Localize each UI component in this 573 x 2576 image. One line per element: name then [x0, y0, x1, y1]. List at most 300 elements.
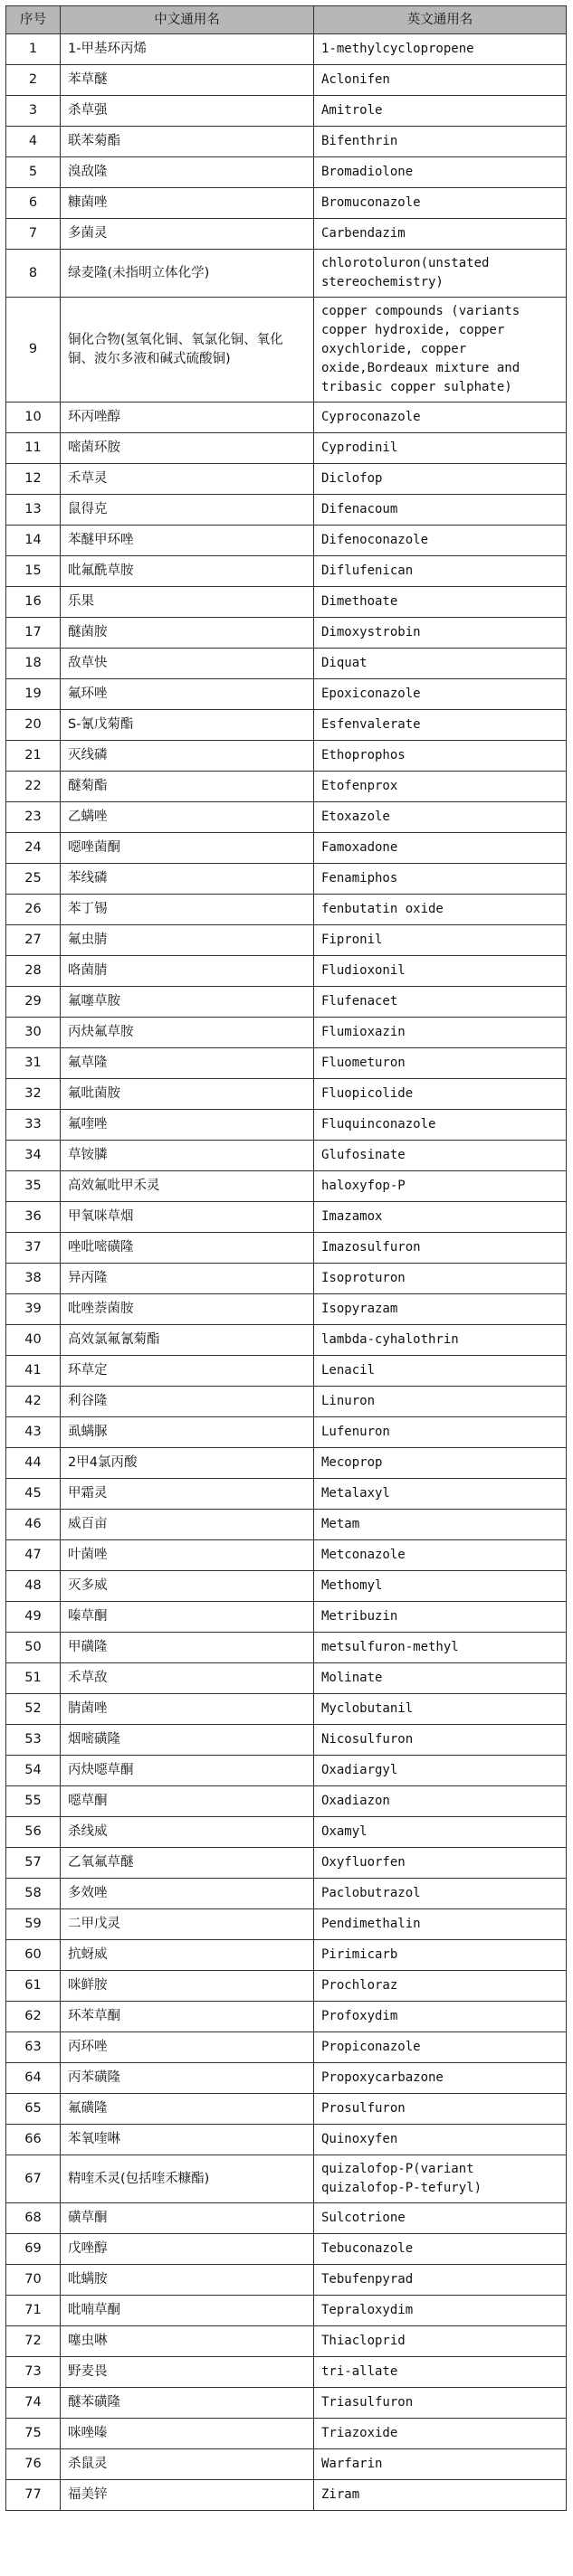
chinese-name-cell: 杀草强: [61, 96, 314, 127]
serial-number-cell: 72: [6, 2326, 61, 2357]
serial-number-cell: 2: [6, 65, 61, 96]
header-serial-number: 序号: [6, 6, 61, 34]
english-name-cell: Esfenvalerate: [314, 710, 567, 741]
english-name-cell: Epoxiconazole: [314, 679, 567, 710]
chinese-name-cell: 甲磺隆: [61, 1633, 314, 1663]
serial-number-cell: 47: [6, 1540, 61, 1571]
serial-number-cell: 61: [6, 1971, 61, 2002]
english-name-cell: Oxadiazon: [314, 1786, 567, 1817]
table-row: [6, 1479, 567, 1510]
table-row: [6, 526, 567, 556]
table-row: [6, 1110, 567, 1141]
table-row: [6, 1448, 567, 1479]
table-row: [6, 556, 567, 587]
table-row: [6, 2419, 567, 2449]
chinese-name-cell: 高效氟吡甲禾灵: [61, 1171, 314, 1202]
table-row: [6, 1171, 567, 1202]
english-name-cell: 1-methylcyclopropene: [314, 34, 567, 65]
serial-number-cell: 1: [6, 34, 61, 65]
chinese-name-cell: 苯醚甲环唑: [61, 526, 314, 556]
table-row: [6, 1233, 567, 1264]
chinese-name-cell: 灭线磷: [61, 741, 314, 772]
chinese-name-cell: 咪唑嗪: [61, 2419, 314, 2449]
table-row: [6, 2032, 567, 2063]
chinese-name-cell: 福美锌: [61, 2480, 314, 2511]
table-row: [6, 1264, 567, 1294]
english-name-cell: Cyproconazole: [314, 402, 567, 433]
english-name-cell: Ziram: [314, 2480, 567, 2511]
serial-number-cell: 45: [6, 1479, 61, 1510]
chinese-name-cell: 环丙唑醇: [61, 402, 314, 433]
table-row: [6, 1786, 567, 1817]
english-name-cell: Pendimethalin: [314, 1909, 567, 1940]
serial-number-cell: 22: [6, 772, 61, 802]
chinese-name-cell: 氟草隆: [61, 1048, 314, 1079]
serial-number-cell: 63: [6, 2032, 61, 2063]
serial-number-cell: 34: [6, 1141, 61, 1171]
table-row: [6, 2234, 567, 2265]
table-row: [6, 157, 567, 188]
chinese-name-cell: 2甲4氯丙酸: [61, 1448, 314, 1479]
chinese-name-cell: 丙炔噁草酮: [61, 1756, 314, 1786]
table-row: [6, 298, 567, 402]
table-row: [6, 1387, 567, 1417]
chinese-name-cell: 氟磺隆: [61, 2094, 314, 2125]
chinese-name-cell: 精喹禾灵(包括喹禾糠酯): [61, 2155, 314, 2203]
serial-number-cell: 65: [6, 2094, 61, 2125]
table-row: [6, 741, 567, 772]
english-name-cell: Fipronil: [314, 925, 567, 956]
chinese-name-cell: 咯菌腈: [61, 956, 314, 987]
chinese-name-cell: 烟嘧磺隆: [61, 1725, 314, 1756]
serial-number-cell: 64: [6, 2063, 61, 2094]
chinese-name-cell: 甲氧咪草烟: [61, 1202, 314, 1233]
english-name-cell: Triasulfuron: [314, 2388, 567, 2419]
chinese-name-cell: 噁唑菌酮: [61, 833, 314, 864]
chinese-name-cell: 1-甲基环丙烯: [61, 34, 314, 65]
english-name-cell: fenbutatin oxide: [314, 895, 567, 925]
serial-number-cell: 67: [6, 2155, 61, 2203]
pesticide-name-table: [5, 5, 567, 2511]
english-name-cell: Isoproturon: [314, 1264, 567, 1294]
english-name-cell: Quinoxyfen: [314, 2125, 567, 2155]
table-row: [6, 1048, 567, 1079]
serial-number-cell: 58: [6, 1879, 61, 1909]
chinese-name-cell: 禾草敌: [61, 1663, 314, 1694]
chinese-name-cell: 吡唑萘菌胺: [61, 1294, 314, 1325]
table-row: [6, 402, 567, 433]
english-name-cell: Dimoxystrobin: [314, 618, 567, 649]
serial-number-cell: 42: [6, 1387, 61, 1417]
serial-number-cell: 77: [6, 2480, 61, 2511]
chinese-name-cell: 威百亩: [61, 1510, 314, 1540]
english-name-cell: Oxamyl: [314, 1817, 567, 1848]
chinese-name-cell: 腈菌唑: [61, 1694, 314, 1725]
serial-number-cell: 37: [6, 1233, 61, 1264]
table-row: [6, 1971, 567, 2002]
serial-number-cell: 68: [6, 2203, 61, 2234]
table-row: [6, 956, 567, 987]
chinese-name-cell: 环草定: [61, 1356, 314, 1387]
serial-number-cell: 3: [6, 96, 61, 127]
english-name-cell: Glufosinate: [314, 1141, 567, 1171]
serial-number-cell: 28: [6, 956, 61, 987]
chinese-name-cell: 叶菌唑: [61, 1540, 314, 1571]
english-name-cell: Metalaxyl: [314, 1479, 567, 1510]
chinese-name-cell: 铜化合物(氢氧化铜、氧氯化铜、氧化铜、波尔多液和碱式硫酸铜): [61, 298, 314, 402]
english-name-cell: Lufenuron: [314, 1417, 567, 1448]
chinese-name-cell: 磺草酮: [61, 2203, 314, 2234]
table-row: [6, 464, 567, 495]
table-row: [6, 2357, 567, 2388]
serial-number-cell: 26: [6, 895, 61, 925]
serial-number-cell: 31: [6, 1048, 61, 1079]
table-row: [6, 96, 567, 127]
table-body: [6, 34, 567, 2511]
english-name-cell: Nicosulfuron: [314, 1725, 567, 1756]
chinese-name-cell: 绿麦隆(未指明立体化学): [61, 250, 314, 298]
serial-number-cell: 19: [6, 679, 61, 710]
table-row: [6, 2265, 567, 2296]
english-name-cell: Lenacil: [314, 1356, 567, 1387]
serial-number-cell: 53: [6, 1725, 61, 1756]
chinese-name-cell: 唑吡嘧磺隆: [61, 1233, 314, 1264]
chinese-name-cell: 溴敌隆: [61, 157, 314, 188]
english-name-cell: Thiacloprid: [314, 2326, 567, 2357]
serial-number-cell: 5: [6, 157, 61, 188]
chinese-name-cell: 丙苯磺隆: [61, 2063, 314, 2094]
chinese-name-cell: 乙螨唑: [61, 802, 314, 833]
serial-number-cell: 71: [6, 2296, 61, 2326]
serial-number-cell: 59: [6, 1909, 61, 1940]
chinese-name-cell: 草铵膦: [61, 1141, 314, 1171]
chinese-name-cell: 高效氯氟氰菊酯: [61, 1325, 314, 1356]
serial-number-cell: 16: [6, 587, 61, 618]
table-row: [6, 649, 567, 679]
chinese-name-cell: 丙炔氟草胺: [61, 1018, 314, 1048]
serial-number-cell: 74: [6, 2388, 61, 2419]
header-english-name: 英文通用名: [314, 6, 567, 34]
english-name-cell: Amitrole: [314, 96, 567, 127]
serial-number-cell: 75: [6, 2419, 61, 2449]
english-name-cell: Bifenthrin: [314, 127, 567, 157]
table-row: [6, 65, 567, 96]
chinese-name-cell: 禾草灵: [61, 464, 314, 495]
serial-number-cell: 13: [6, 495, 61, 526]
english-name-cell: Warfarin: [314, 2449, 567, 2480]
table-row: [6, 1817, 567, 1848]
english-name-cell: Profoxydim: [314, 2002, 567, 2032]
english-name-cell: Difenacoum: [314, 495, 567, 526]
table-row: [6, 250, 567, 298]
table-row: [6, 895, 567, 925]
serial-number-cell: 76: [6, 2449, 61, 2480]
serial-number-cell: 23: [6, 802, 61, 833]
chinese-name-cell: 乙氧氟草醚: [61, 1848, 314, 1879]
table-row: [6, 772, 567, 802]
english-name-cell: Prochloraz: [314, 1971, 567, 2002]
table-row: [6, 1940, 567, 1971]
serial-number-cell: 29: [6, 987, 61, 1018]
serial-number-cell: 35: [6, 1171, 61, 1202]
serial-number-cell: 69: [6, 2234, 61, 2265]
table-row: [6, 219, 567, 250]
english-name-cell: Prosulfuron: [314, 2094, 567, 2125]
english-name-cell: Flufenacet: [314, 987, 567, 1018]
serial-number-cell: 9: [6, 298, 61, 402]
table-row: [6, 2449, 567, 2480]
table-row: [6, 188, 567, 219]
chinese-name-cell: 糠菌唑: [61, 188, 314, 219]
table-row: [6, 2296, 567, 2326]
serial-number-cell: 48: [6, 1571, 61, 1602]
table-row: [6, 587, 567, 618]
serial-number-cell: 51: [6, 1663, 61, 1694]
english-name-cell: chlorotoluron(unstated stereochemistry): [314, 250, 567, 298]
table-row: [6, 34, 567, 65]
english-name-cell: Methomyl: [314, 1571, 567, 1602]
serial-number-cell: 14: [6, 526, 61, 556]
table-row: [6, 710, 567, 741]
table-row: [6, 2155, 567, 2203]
serial-number-cell: 4: [6, 127, 61, 157]
table-row: [6, 1356, 567, 1387]
english-name-cell: Aclonifen: [314, 65, 567, 96]
serial-number-cell: 38: [6, 1264, 61, 1294]
chinese-name-cell: 异丙隆: [61, 1264, 314, 1294]
serial-number-cell: 20: [6, 710, 61, 741]
english-name-cell: metsulfuron-methyl: [314, 1633, 567, 1663]
english-name-cell: Fluquinconazole: [314, 1110, 567, 1141]
table-row: [6, 618, 567, 649]
chinese-name-cell: 多菌灵: [61, 219, 314, 250]
english-name-cell: Carbendazim: [314, 219, 567, 250]
table-row: [6, 2125, 567, 2155]
chinese-name-cell: 咪鲜胺: [61, 1971, 314, 2002]
table-row: [6, 1018, 567, 1048]
chinese-name-cell: 苯丁锡: [61, 895, 314, 925]
english-name-cell: Etoxazole: [314, 802, 567, 833]
serial-number-cell: 40: [6, 1325, 61, 1356]
chinese-name-cell: 嘧菌环胺: [61, 433, 314, 464]
english-name-cell: Fenamiphos: [314, 864, 567, 895]
english-name-cell: Tebuconazole: [314, 2234, 567, 2265]
chinese-name-cell: 敌草快: [61, 649, 314, 679]
table-row: [6, 1202, 567, 1233]
table-row: [6, 1848, 567, 1879]
english-name-cell: Imazamox: [314, 1202, 567, 1233]
serial-number-cell: 57: [6, 1848, 61, 1879]
table-row: [6, 495, 567, 526]
english-name-cell: Sulcotrione: [314, 2203, 567, 2234]
serial-number-cell: 30: [6, 1018, 61, 1048]
table-row: [6, 1294, 567, 1325]
serial-number-cell: 73: [6, 2357, 61, 2388]
table-row: [6, 1540, 567, 1571]
english-name-cell: haloxyfop-P: [314, 1171, 567, 1202]
serial-number-cell: 55: [6, 1786, 61, 1817]
serial-number-cell: 62: [6, 2002, 61, 2032]
table-row: [6, 1141, 567, 1171]
serial-number-cell: 46: [6, 1510, 61, 1540]
table-row: [6, 2388, 567, 2419]
serial-number-cell: 39: [6, 1294, 61, 1325]
table-row: [6, 1079, 567, 1110]
serial-number-cell: 6: [6, 188, 61, 219]
chinese-name-cell: 苯氧喹啉: [61, 2125, 314, 2155]
english-name-cell: Metribuzin: [314, 1602, 567, 1633]
serial-number-cell: 18: [6, 649, 61, 679]
english-name-cell: Paclobutrazol: [314, 1879, 567, 1909]
table-row: [6, 1325, 567, 1356]
chinese-name-cell: 丙环唑: [61, 2032, 314, 2063]
serial-number-cell: 52: [6, 1694, 61, 1725]
chinese-name-cell: 利谷隆: [61, 1387, 314, 1417]
table-row: [6, 1510, 567, 1540]
serial-number-cell: 70: [6, 2265, 61, 2296]
english-name-cell: Ethoprophos: [314, 741, 567, 772]
english-name-cell: Fluometuron: [314, 1048, 567, 1079]
english-name-cell: lambda-cyhalothrin: [314, 1325, 567, 1356]
chinese-name-cell: 苯线磷: [61, 864, 314, 895]
table-header: [6, 6, 567, 34]
chinese-name-cell: 灭多威: [61, 1571, 314, 1602]
table-row: [6, 1663, 567, 1694]
english-name-cell: Myclobutanil: [314, 1694, 567, 1725]
serial-number-cell: 44: [6, 1448, 61, 1479]
english-name-cell: Fludioxonil: [314, 956, 567, 987]
english-name-cell: Oxyfluorfen: [314, 1848, 567, 1879]
table-row: [6, 2480, 567, 2511]
serial-number-cell: 12: [6, 464, 61, 495]
english-name-cell: Etofenprox: [314, 772, 567, 802]
english-name-cell: Diflufenican: [314, 556, 567, 587]
english-name-cell: Bromuconazole: [314, 188, 567, 219]
serial-number-cell: 49: [6, 1602, 61, 1633]
english-name-cell: Tepraloxydim: [314, 2296, 567, 2326]
english-name-cell: quizalofop-P(variant quizalofop-P-tefuryl): [314, 2155, 567, 2203]
english-name-cell: Cyprodinil: [314, 433, 567, 464]
chinese-name-cell: 氟虫腈: [61, 925, 314, 956]
table-row: [6, 1602, 567, 1633]
english-name-cell: Fluopicolide: [314, 1079, 567, 1110]
table-row: [6, 2002, 567, 2032]
chinese-name-cell: 抗蚜威: [61, 1940, 314, 1971]
serial-number-cell: 33: [6, 1110, 61, 1141]
serial-number-cell: 25: [6, 864, 61, 895]
chinese-name-cell: 氟环唑: [61, 679, 314, 710]
table-row: [6, 833, 567, 864]
chinese-name-cell: S-氰戊菊酯: [61, 710, 314, 741]
english-name-cell: Tebufenpyrad: [314, 2265, 567, 2296]
english-name-cell: Famoxadone: [314, 833, 567, 864]
english-name-cell: Imazosulfuron: [314, 1233, 567, 1264]
table-row: [6, 1633, 567, 1663]
chinese-name-cell: 戊唑醇: [61, 2234, 314, 2265]
serial-number-cell: 10: [6, 402, 61, 433]
table-row: [6, 864, 567, 895]
table-row: [6, 2094, 567, 2125]
table-row: [6, 987, 567, 1018]
english-name-cell: Molinate: [314, 1663, 567, 1694]
english-name-cell: Pirimicarb: [314, 1940, 567, 1971]
serial-number-cell: 24: [6, 833, 61, 864]
serial-number-cell: 11: [6, 433, 61, 464]
serial-number-cell: 21: [6, 741, 61, 772]
serial-number-cell: 8: [6, 250, 61, 298]
serial-number-cell: 36: [6, 1202, 61, 1233]
table-row: [6, 433, 567, 464]
serial-number-cell: 50: [6, 1633, 61, 1663]
chinese-name-cell: 吡氟酰草胺: [61, 556, 314, 587]
chinese-name-cell: 醚菊酯: [61, 772, 314, 802]
chinese-name-cell: 杀鼠灵: [61, 2449, 314, 2480]
english-name-cell: Oxadiargyl: [314, 1756, 567, 1786]
english-name-cell: Flumioxazin: [314, 1018, 567, 1048]
chinese-name-cell: 氟吡菌胺: [61, 1079, 314, 1110]
english-name-cell: Metam: [314, 1510, 567, 1540]
serial-number-cell: 17: [6, 618, 61, 649]
table-row: [6, 2326, 567, 2357]
chinese-name-cell: 鼠得克: [61, 495, 314, 526]
table-row: [6, 1879, 567, 1909]
english-name-cell: Propiconazole: [314, 2032, 567, 2063]
english-name-cell: Dimethoate: [314, 587, 567, 618]
chinese-name-cell: 野麦畏: [61, 2357, 314, 2388]
table-row: [6, 802, 567, 833]
table-row: [6, 1417, 567, 1448]
table-row: [6, 127, 567, 157]
english-name-cell: Linuron: [314, 1387, 567, 1417]
chinese-name-cell: 吡喃草酮: [61, 2296, 314, 2326]
chinese-name-cell: 杀线威: [61, 1817, 314, 1848]
chinese-name-cell: 醚菌胺: [61, 618, 314, 649]
english-name-cell: Propoxycarbazone: [314, 2063, 567, 2094]
serial-number-cell: 32: [6, 1079, 61, 1110]
serial-number-cell: 56: [6, 1817, 61, 1848]
english-name-cell: Isopyrazam: [314, 1294, 567, 1325]
chinese-name-cell: 乐果: [61, 587, 314, 618]
table-row: [6, 2203, 567, 2234]
table-row: [6, 679, 567, 710]
english-name-cell: Difenoconazole: [314, 526, 567, 556]
chinese-name-cell: 吡螨胺: [61, 2265, 314, 2296]
english-name-cell: Diclofop: [314, 464, 567, 495]
serial-number-cell: 41: [6, 1356, 61, 1387]
english-name-cell: Mecoprop: [314, 1448, 567, 1479]
chinese-name-cell: 联苯菊酯: [61, 127, 314, 157]
chinese-name-cell: 嗪草酮: [61, 1602, 314, 1633]
chinese-name-cell: 噁草酮: [61, 1786, 314, 1817]
english-name-cell: Diquat: [314, 649, 567, 679]
table-row: [6, 1909, 567, 1940]
chinese-name-cell: 多效唑: [61, 1879, 314, 1909]
table-row: [6, 925, 567, 956]
serial-number-cell: 54: [6, 1756, 61, 1786]
chinese-name-cell: 氟噻草胺: [61, 987, 314, 1018]
english-name-cell: Bromadiolone: [314, 157, 567, 188]
table-row: [6, 1694, 567, 1725]
chinese-name-cell: 苯草醚: [61, 65, 314, 96]
serial-number-cell: 27: [6, 925, 61, 956]
chinese-name-cell: 醚苯磺隆: [61, 2388, 314, 2419]
chinese-name-cell: 环苯草酮: [61, 2002, 314, 2032]
header-row: [6, 6, 567, 34]
table-row: [6, 2063, 567, 2094]
chinese-name-cell: 二甲戊灵: [61, 1909, 314, 1940]
serial-number-cell: 60: [6, 1940, 61, 1971]
serial-number-cell: 43: [6, 1417, 61, 1448]
